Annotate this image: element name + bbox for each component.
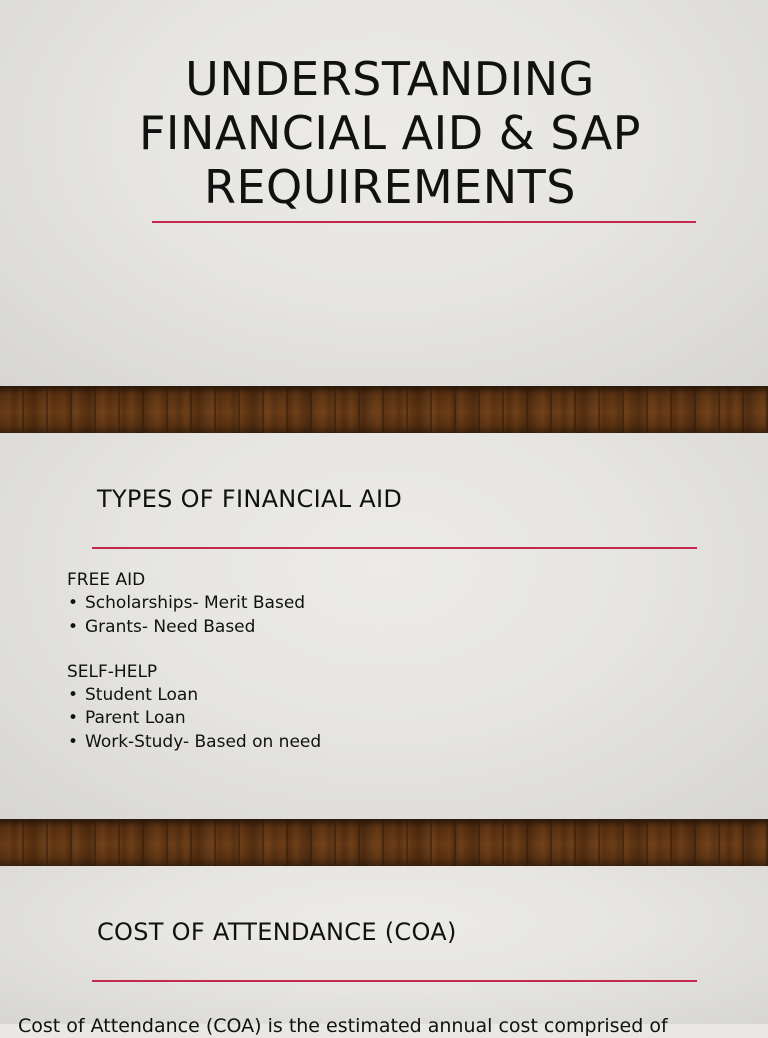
- presentation-title: UNDERSTANDING FINANCIAL AID & SAP REQUIREMENTS: [138, 52, 642, 214]
- free-aid-heading: FREE AID: [67, 570, 146, 590]
- list-item: • Work-Study- Based on need: [67, 731, 321, 754]
- heading-accent-rule: [92, 547, 697, 549]
- self-help-heading: SELF-HELP: [67, 661, 158, 682]
- heading-accent-rule: [92, 980, 697, 982]
- spacer: [67, 639, 321, 661]
- slide-body: [67, 569, 321, 754]
- list-item: • Grants- Need Based: [67, 616, 321, 639]
- list-item: • Scholarships- Merit Based: [67, 592, 321, 615]
- free-aid-list: [67, 592, 321, 639]
- title-accent-rule: [152, 221, 696, 223]
- list-item: • Student Loan: [67, 684, 321, 707]
- slide-body-paragraph: Cost of Attendance (COA) is the estimated annual cost comprised of: [18, 1015, 668, 1037]
- slide-types-of-financial-aid: [0, 433, 768, 819]
- slide-cost-of-attendance: [0, 866, 768, 1037]
- wood-floor-divider: [0, 386, 768, 433]
- self-help-list: [67, 684, 321, 754]
- slide-heading: COST OF ATTENDANCE (COA): [97, 918, 457, 946]
- wood-floor-divider: [0, 819, 768, 866]
- list-item: • Parent Loan: [67, 707, 321, 730]
- slide-title: [0, 0, 768, 386]
- slide-heading: TYPES OF FINANCIAL AID: [97, 485, 403, 513]
